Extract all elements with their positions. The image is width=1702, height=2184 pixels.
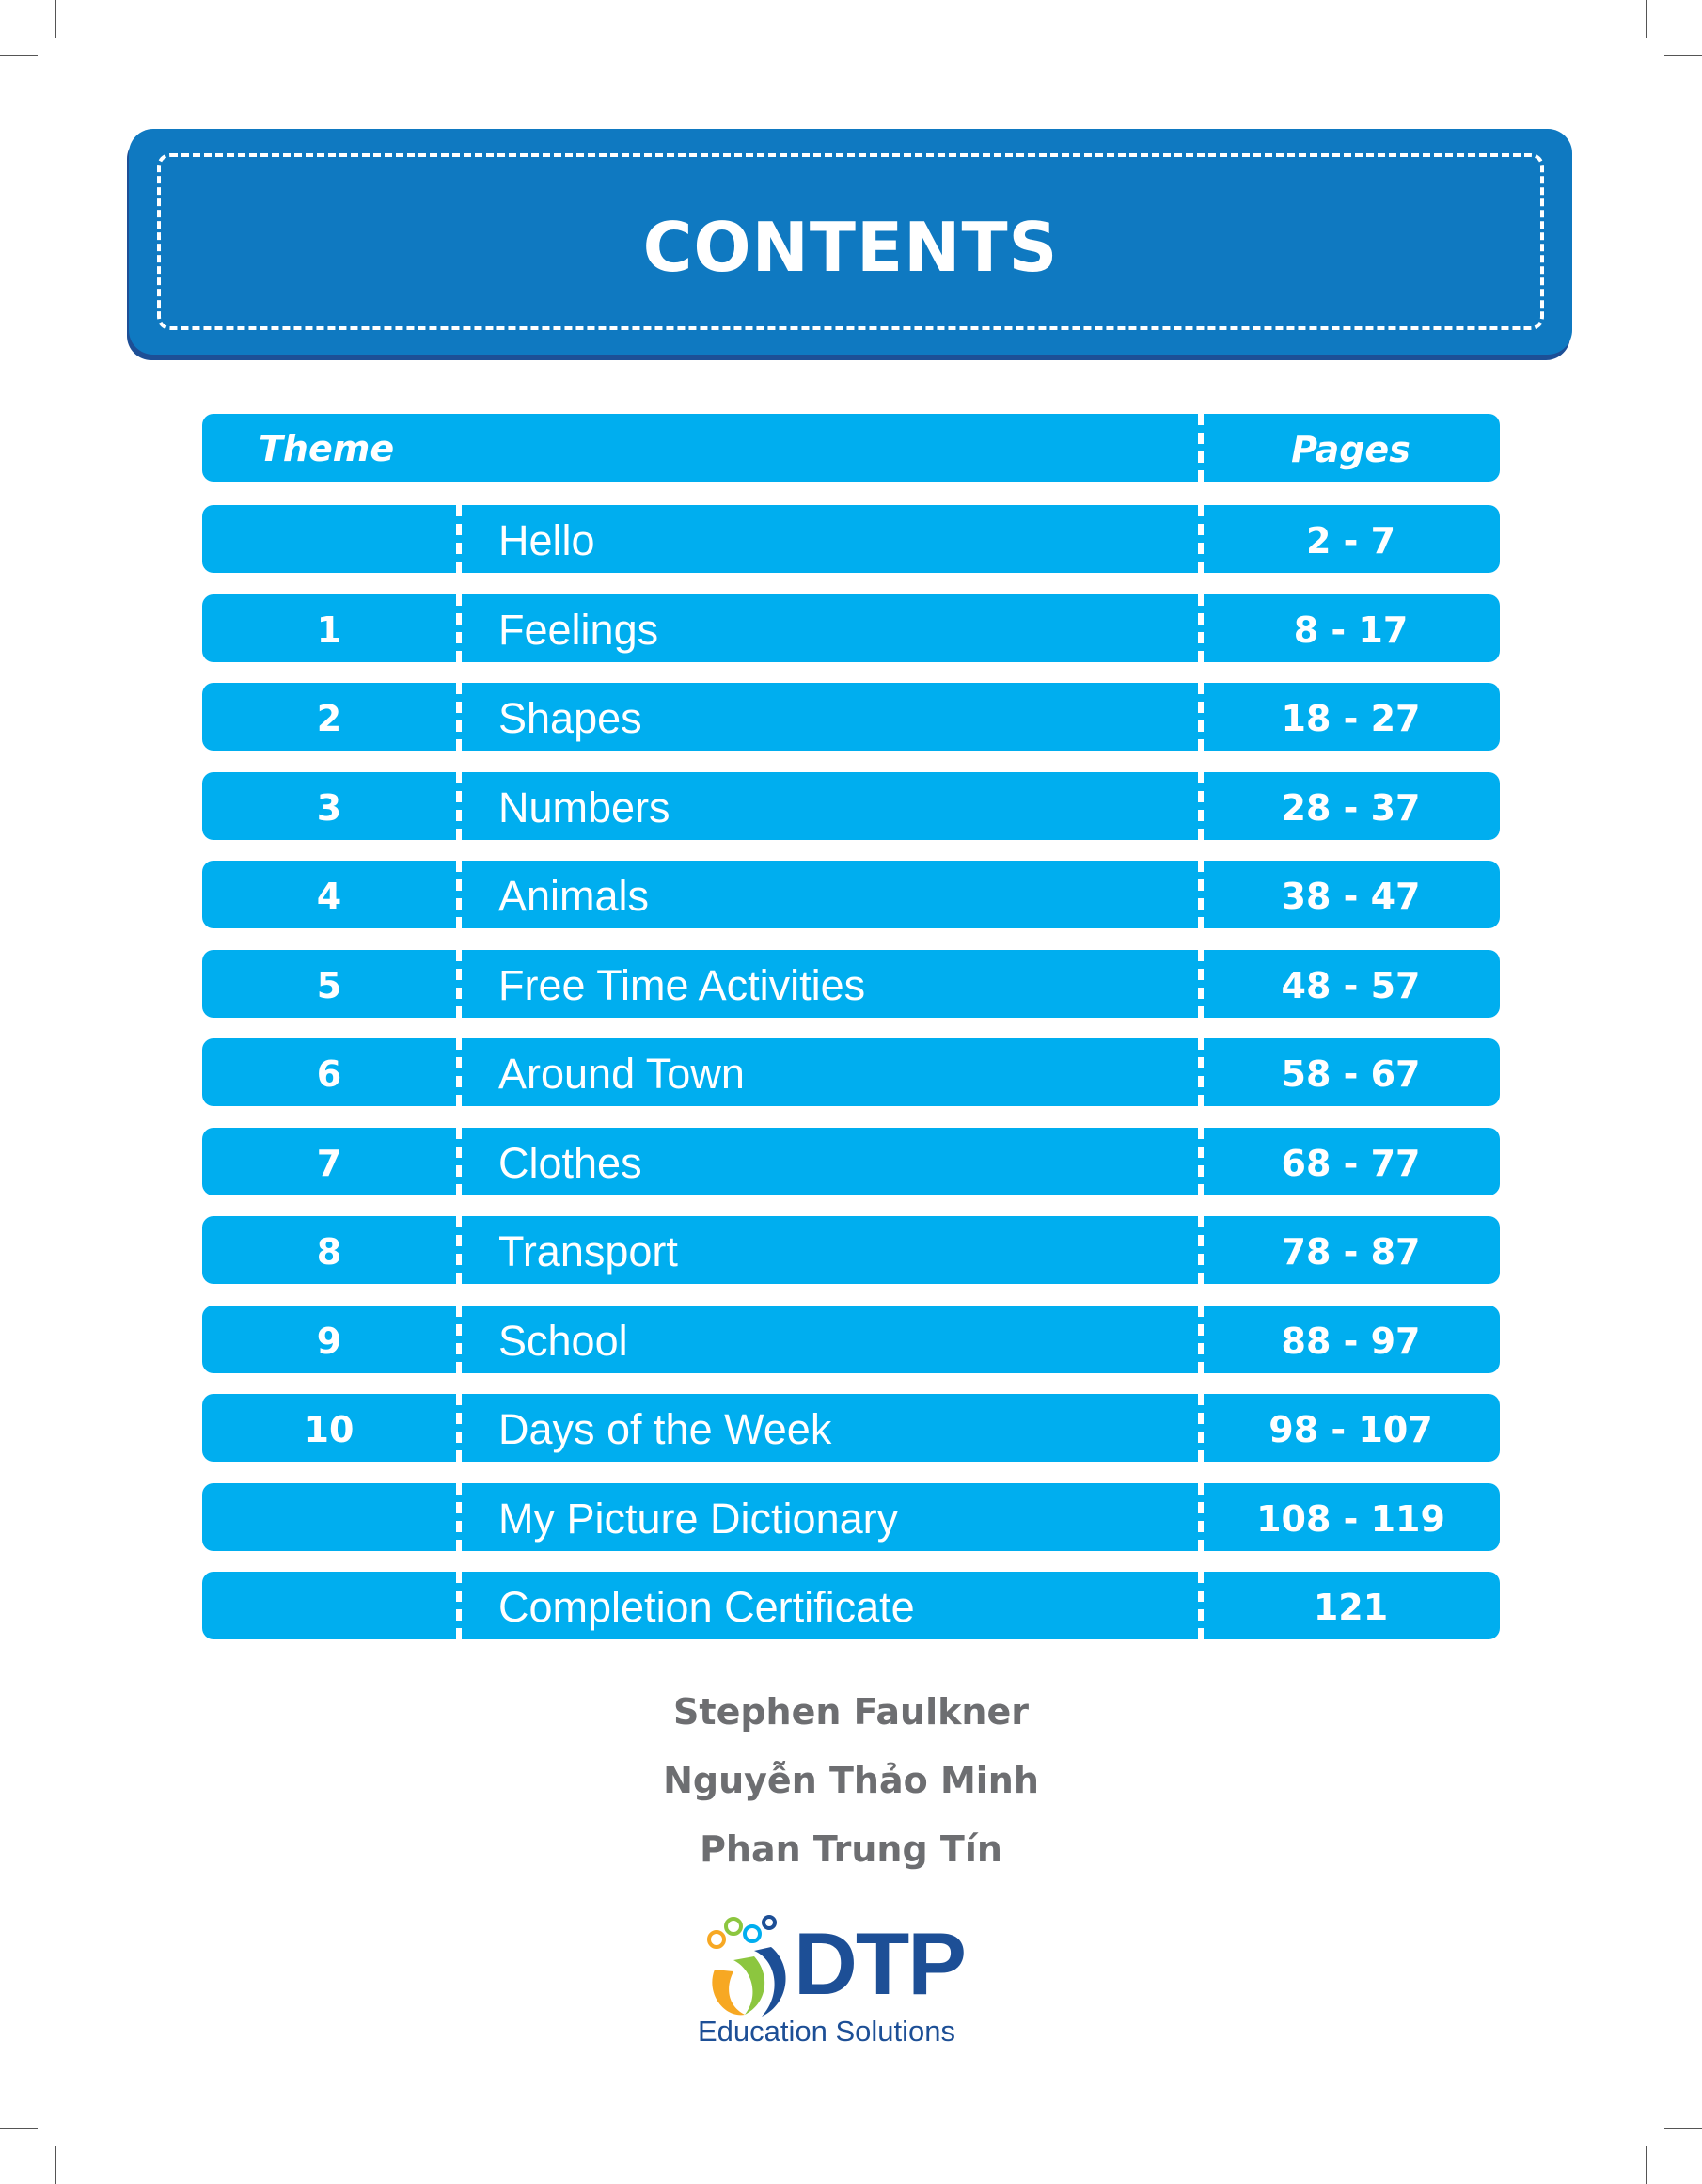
table-row [202, 1128, 1500, 1195]
theme-title: Clothes [498, 1138, 642, 1187]
table-row [202, 1572, 1500, 1639]
theme-number: 4 [316, 876, 342, 917]
theme-number: 9 [316, 1320, 342, 1362]
table-row [202, 950, 1500, 1018]
theme-number: 8 [316, 1231, 342, 1273]
column-separator [456, 950, 462, 1018]
contents-banner [129, 129, 1572, 355]
theme-number [202, 1572, 456, 1639]
table-row [202, 1038, 1500, 1106]
table-row [202, 594, 1500, 662]
column-separator [456, 772, 462, 840]
crop-mark [1664, 55, 1702, 56]
crop-mark [0, 2128, 38, 2129]
author-name: Phan Trung Tín [700, 1828, 1002, 1870]
theme-number: 6 [316, 1053, 342, 1095]
column-separator [456, 683, 462, 751]
column-separator [456, 861, 462, 928]
table-row [202, 861, 1500, 928]
theme-title: Numbers [498, 783, 670, 831]
theme-title: Free Time Activities [498, 960, 866, 1009]
theme-title: Transport [498, 1227, 678, 1275]
column-separator [456, 1128, 462, 1195]
table-row [202, 1394, 1500, 1462]
crop-mark [0, 55, 38, 56]
page-range: 108 - 119 [1256, 1497, 1445, 1540]
theme-title: Around Town [498, 1050, 745, 1098]
theme-title: Shapes [498, 694, 642, 742]
crop-mark [55, 2146, 56, 2184]
theme-number: 7 [316, 1142, 342, 1184]
crop-mark [1646, 0, 1647, 38]
page-range: 18 - 27 [1281, 698, 1421, 739]
theme-number: 5 [316, 964, 342, 1006]
theme-number: 2 [316, 698, 342, 739]
theme-title: Days of the Week [498, 1405, 832, 1453]
logo-mark-icon [696, 1913, 794, 2021]
table-row [202, 683, 1500, 751]
column-separator [456, 1483, 462, 1551]
page-range: 121 [1313, 1587, 1389, 1628]
page-range: 68 - 77 [1281, 1142, 1421, 1184]
theme-title: Hello [498, 516, 595, 564]
author-name: Stephen Faulkner [673, 1691, 1029, 1733]
logo-tagline: Education Solutions [698, 2015, 956, 2048]
table-row [202, 1216, 1500, 1284]
table-row [202, 772, 1500, 840]
theme-title: Animals [498, 872, 650, 920]
column-separator [456, 1306, 462, 1373]
column-separator [456, 1572, 462, 1639]
theme-number: 1 [316, 609, 342, 651]
theme-number: 3 [316, 786, 342, 829]
theme-number [202, 1483, 456, 1551]
theme-title: Feelings [498, 605, 659, 654]
theme-title: School [498, 1316, 628, 1365]
table-row [202, 1306, 1500, 1373]
column-separator [456, 505, 462, 573]
crop-mark [1646, 2146, 1647, 2184]
theme-number [202, 505, 456, 573]
page-range: 58 - 67 [1281, 1053, 1421, 1095]
author-name: Nguyễn Thảo Minh [663, 1760, 1039, 1801]
page-range: 78 - 87 [1281, 1231, 1421, 1273]
page-range: 48 - 57 [1281, 964, 1421, 1006]
column-separator [456, 594, 462, 662]
table-row [202, 1483, 1500, 1551]
page-range: 38 - 47 [1281, 876, 1421, 917]
page-range: 28 - 37 [1281, 786, 1421, 829]
theme-title: My Picture Dictionary [498, 1494, 899, 1543]
crop-mark [1664, 2128, 1702, 2129]
pages-header: Pages [1291, 429, 1410, 470]
page-range: 8 - 17 [1293, 609, 1409, 651]
page-title: CONTENTS [642, 208, 1059, 287]
crop-mark [55, 0, 56, 38]
column-separator [456, 1394, 462, 1462]
page-range: 88 - 97 [1281, 1320, 1421, 1362]
logo-wordmark: DTP [794, 1914, 965, 2013]
table-row [202, 505, 1500, 573]
page-range: 2 - 7 [1305, 520, 1396, 562]
theme-number: 10 [304, 1409, 355, 1450]
column-separator [456, 1038, 462, 1106]
dtp-logo [696, 1907, 1006, 2058]
theme-header: Theme [259, 428, 395, 469]
table-header [202, 414, 1500, 482]
page-range: 98 - 107 [1269, 1409, 1433, 1450]
theme-title: Completion Certificate [498, 1583, 915, 1631]
column-separator [456, 1216, 462, 1284]
